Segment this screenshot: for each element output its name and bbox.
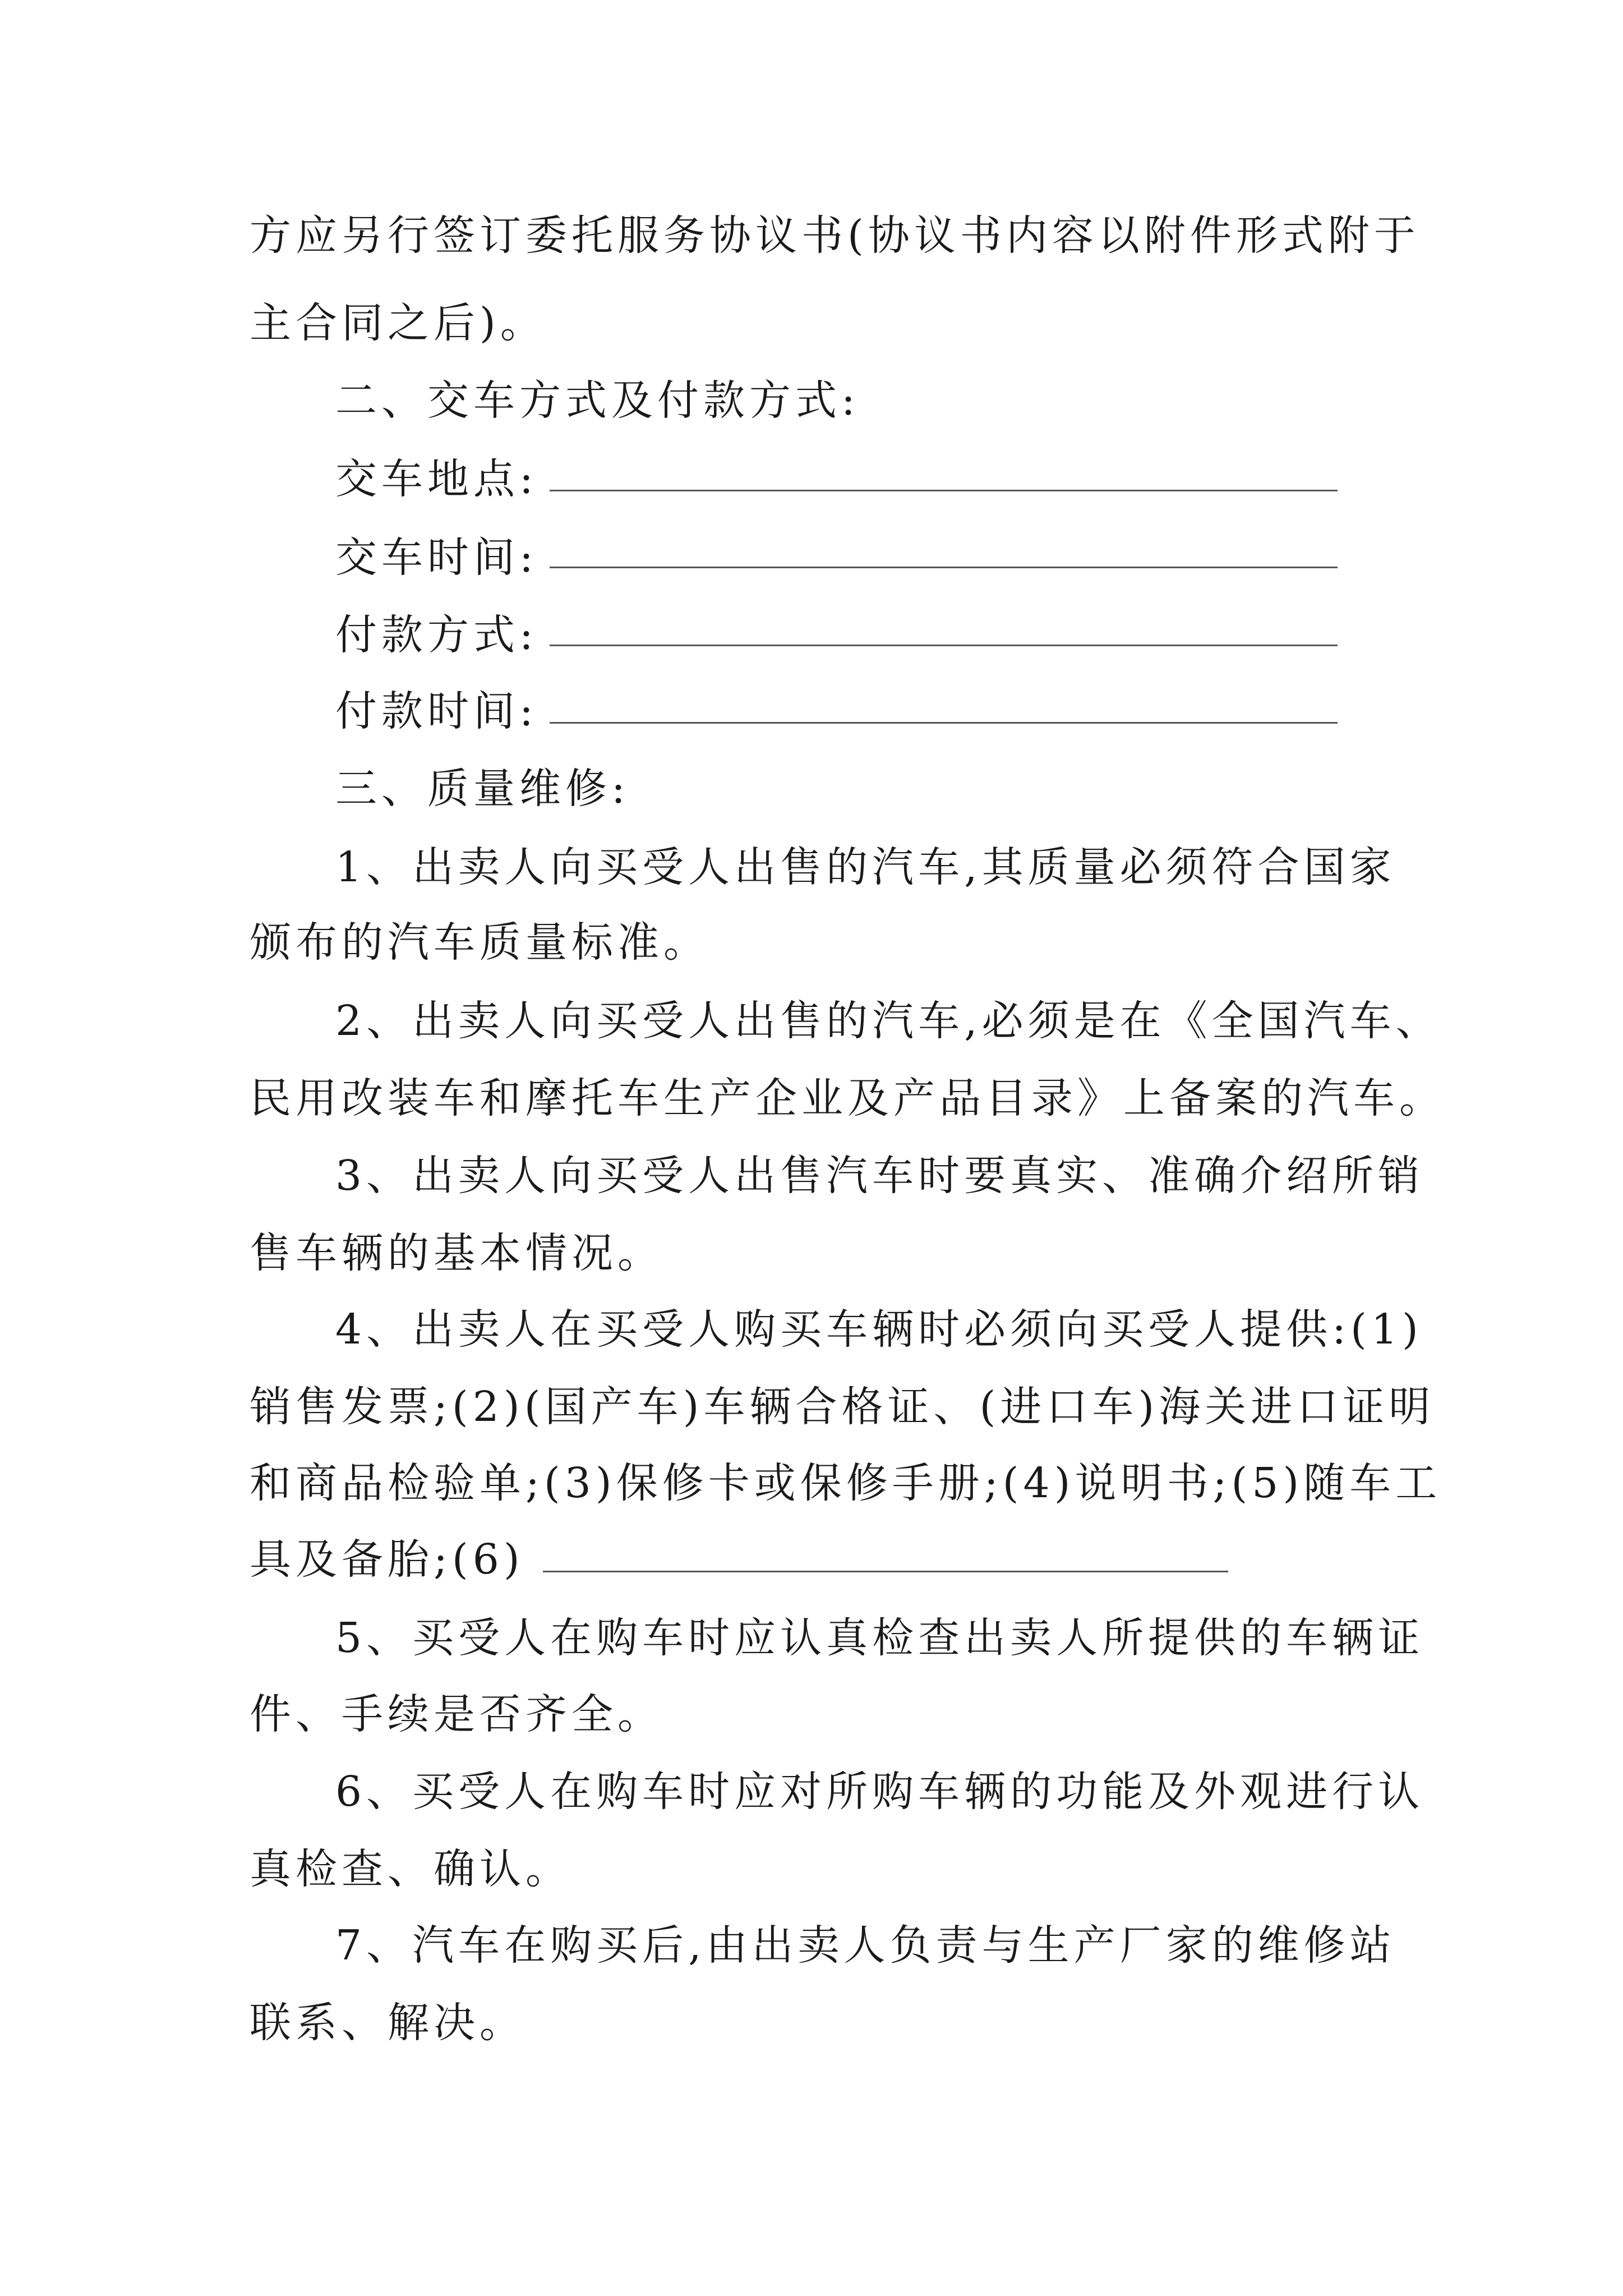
paragraph-line: 7、汽车在购买后,由出卖人负责与生产厂家的维修站 bbox=[335, 1921, 1396, 1970]
field-label: 付款方式: bbox=[335, 611, 538, 659]
blank-line bbox=[543, 1571, 1228, 1572]
blank-line bbox=[550, 490, 1338, 491]
section-heading: 二、交车方式及付款方式: bbox=[335, 376, 860, 425]
paragraph-line: 3、出卖人向买受人出售汽车时要真实、准确介绍所销 bbox=[335, 1152, 1424, 1200]
paragraph-line: 真检查、确认。 bbox=[250, 1845, 571, 1893]
field-label: 交车地点: bbox=[335, 455, 538, 503]
paragraph-line: 4、出卖人在买受人购买车辆时必须向买受人提供:(1) bbox=[335, 1305, 1423, 1354]
paragraph-line: 联系、解决。 bbox=[250, 1999, 525, 2047]
paragraph-line: 2、出卖人向买受人出售的汽车,必须是在《全国汽车、 bbox=[335, 997, 1442, 1045]
paragraph-line: 具及备胎;(6) bbox=[250, 1535, 524, 1584]
paragraph-line: 销售发票;(2)(国产车)车辆合格证、(进口车)海关进口证明 bbox=[250, 1383, 1435, 1431]
paragraph-line: 颁布的汽车质量标准。 bbox=[250, 918, 709, 967]
section-heading: 三、质量维修: bbox=[335, 765, 630, 813]
field-label: 付款时间: bbox=[335, 687, 538, 735]
paragraph-line: 件、手续是否齐全。 bbox=[250, 1690, 663, 1738]
paragraph-line: 5、买受人在购车时应认真检查出卖人所提供的车辆证 bbox=[335, 1614, 1424, 1662]
paragraph-line: 主合同之后)。 bbox=[250, 299, 546, 347]
paragraph-line: 1、出卖人向买受人出售的汽车,其质量必须符合国家 bbox=[335, 843, 1396, 891]
paragraph-line: 民用改装车和摩托车生产企业及产品目录》上备案的汽车。 bbox=[250, 1074, 1445, 1122]
paragraph-line: 6、买受人在购车时应对所购车辆的功能及外观进行认 bbox=[335, 1768, 1424, 1816]
blank-line bbox=[550, 645, 1338, 646]
field-label: 交车时间: bbox=[335, 533, 538, 582]
paragraph-line: 方应另行签订委托服务协议书(协议书内容以附件形式附于 bbox=[250, 211, 1420, 260]
blank-line bbox=[550, 722, 1338, 724]
paragraph-line: 和商品检验单;(3)保修卡或保修手册;(4)说明书;(5)随车工 bbox=[250, 1459, 1442, 1507]
paragraph-line: 售车辆的基本情况。 bbox=[250, 1229, 663, 1277]
blank-line bbox=[550, 567, 1338, 568]
